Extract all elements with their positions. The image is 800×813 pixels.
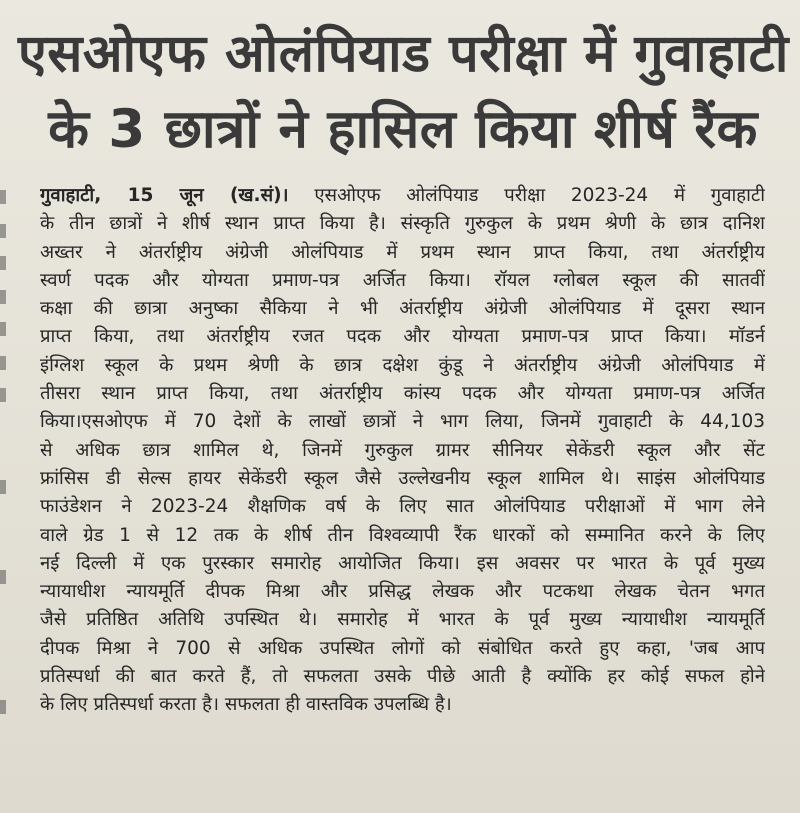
article-line: न्यायाधीश न्यायमूर्ति दीपक मिश्रा और प्रसिद्ध लेखक और पटकथा लेखक चेतन भगत bbox=[40, 581, 765, 603]
article-line: अख्तर ने अंतर्राष्ट्रीय अंग्रेजी ओलंपियाड में प्रथम स्थान प्राप्त किया, तथा अंतर्राष्ट्रीय bbox=[40, 241, 765, 263]
headline-line-2: के 3 छात्रों ने हासिल किया शीर्ष रैंक bbox=[48, 99, 758, 160]
article-line: फ्रांसिस डी सेल्स हायर सेकेंडरी स्कूल जैसे उल्लेखनीय स्कूल शामिल थे। साइंस ओलंपियाड bbox=[40, 467, 765, 489]
article-line: प्राप्त किया, तथा अंतर्राष्ट्रीय रजत पदक और योग्यता प्रमाण-पत्र प्राप्त किया। मॉडर्न bbox=[40, 326, 765, 348]
article-body bbox=[40, 182, 765, 720]
article-line: फाउंडेशन ने 2023-24 शैक्षणिक वर्ष के लिए सात ओलंपियाड परीक्षाओं में भाग लेने bbox=[40, 496, 765, 518]
headline-line-1: एसओएफ ओलंपियाड परीक्षा में गुवाहाटी bbox=[18, 24, 789, 84]
article-line: प्रतिस्पर्धा की बात करते हैं, तो सफलता उसके पीछे आती है क्योंकि हर कोई सफल होने bbox=[40, 666, 765, 688]
article-line: वाले ग्रेड 1 से 12 तक के शीर्ष तीन विश्वव्यापी रैंक धारकों को सम्मानित करने के लिए bbox=[40, 524, 765, 546]
article-line: किया।एसओएफ में 70 देशों के लाखों छात्रों ने भाग लिया, जिनमें गुवाहाटी के 44,103 bbox=[40, 411, 765, 433]
article-line: के लिए प्रतिस्पर्धा करता है। सफलता ही वास्तविक उपलब्धि है। bbox=[40, 694, 452, 716]
article-line: इंग्लिश स्कूल के प्रथम श्रेणी के छात्र दक्षेश कुंडू ने अंतर्राष्ट्रीय अंग्रेजी ओलंपियाड में bbox=[40, 354, 765, 376]
article-line: जैसे प्रतिष्ठित अतिथि उपस्थित थे। समारोह में भारत के पूर्व मुख्य न्यायाधीश न्यायमूर्ति bbox=[40, 609, 765, 631]
article-line-text: एसओएफ ओलंपियाड परीक्षा 2023-24 में गुवाहाटी bbox=[288, 185, 765, 206]
article-line: नई दिल्ली में एक पुरस्कार समारोह आयोजित किया। इस अवसर पर भारत के पूर्व मुख्य bbox=[40, 552, 765, 574]
adjacent-column-fragment bbox=[0, 180, 14, 800]
article-line: कक्षा की छात्रा अनुष्का सैकिया ने भी अंतर्राष्ट्रीय अंग्रेजी ओलंपियाड में दूसरा स्थान bbox=[40, 298, 765, 320]
article-line: तीसरा स्थान प्राप्त किया, तथा अंतर्राष्ट्रीय कांस्य पदक और योग्यता प्रमाण-पत्र अर्जित bbox=[40, 383, 765, 405]
article-line: दीपक मिश्रा ने 700 से अधिक उपस्थित लोगों को संबोधित करते हुए कहा, 'जब आप bbox=[40, 637, 765, 659]
article-line: से अधिक छात्र शामिल थे, जिनमें गुरुकुल ग्रामर सीनियर सेकेंडरी स्कूल और सेंट bbox=[40, 439, 765, 461]
dateline: गुवाहाटी, 15 जून (ख.सं)। bbox=[40, 185, 289, 206]
article-line: स्वर्ण पदक और योग्यता प्रमाण-पत्र अर्जित किया। रॉयल ग्लोबल स्कूल की सातवीं bbox=[40, 269, 765, 291]
article-line: के तीन छात्रों ने शीर्ष स्थान प्राप्त किया है। संस्कृति गुरुकुल के प्रथम श्रेणी के छात्र दानिश bbox=[40, 213, 765, 235]
article-line bbox=[40, 182, 765, 210]
headline bbox=[18, 16, 788, 168]
